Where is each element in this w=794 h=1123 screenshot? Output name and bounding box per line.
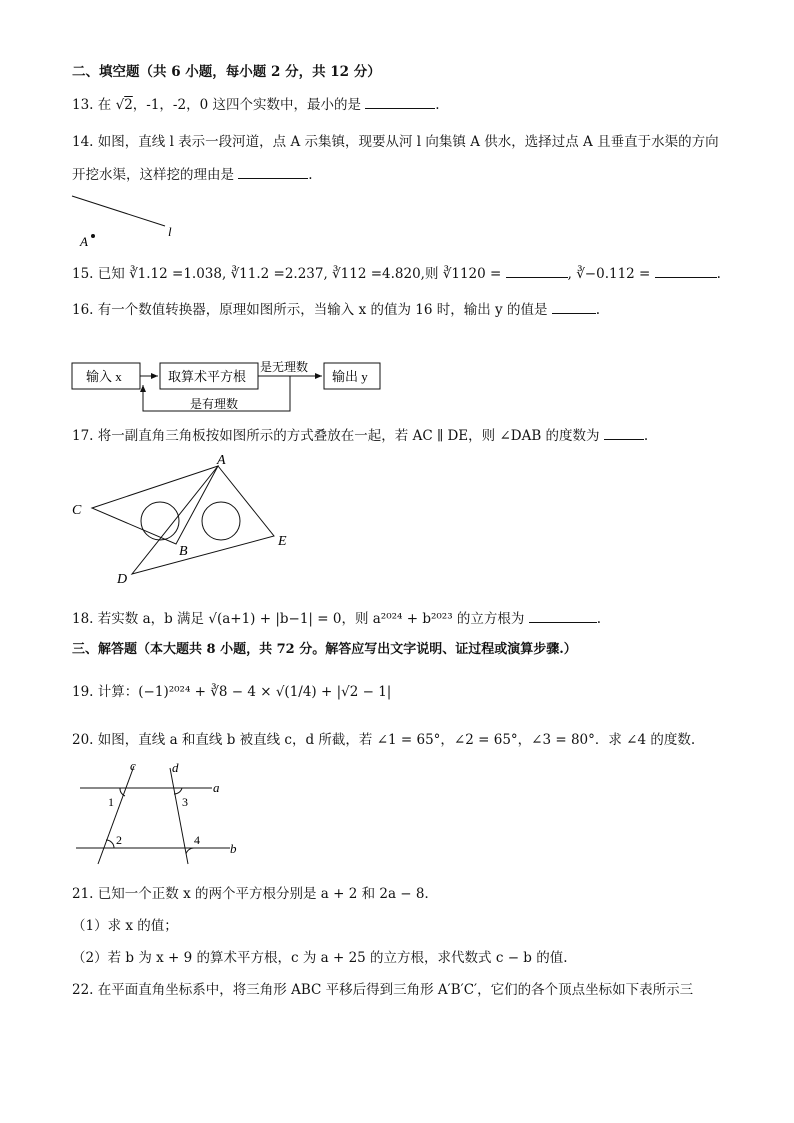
question-13 <box>72 94 440 115</box>
question-14-line1 <box>72 132 719 152</box>
q17-text: 将一副直角三角板按如图所示的方式叠放在一起，若 AC ∥ DE，则 ∠DAB 的度数为 <box>97 428 600 444</box>
question-15 <box>72 263 721 284</box>
label-A: A <box>217 453 226 468</box>
flow-process-label: 取算术平方根 <box>168 369 247 384</box>
label-d: d <box>172 760 179 775</box>
q17-end: . <box>643 428 649 444</box>
q15-answer-blank-2[interactable] <box>655 263 717 278</box>
q18-number: 18. <box>72 611 94 627</box>
line-c <box>98 766 134 864</box>
q13-end: . <box>435 97 440 113</box>
question-17 <box>72 425 648 446</box>
q20-number: 20. <box>72 732 94 748</box>
q21-part1: （1）求 x 的值； <box>72 918 178 934</box>
q18-answer-blank[interactable] <box>529 608 597 623</box>
triangle-hole-2 <box>202 502 240 540</box>
q15-text: 已知 ∛1.12 =1.038, ∛11.2 =2.237, ∛112 =4.820,则 ∛1120 = <box>97 266 502 282</box>
flow-input-label: 输入 x <box>86 369 122 384</box>
question-21 <box>72 884 438 904</box>
q17-number: 17. <box>72 428 94 444</box>
label-angle-2: 2 <box>116 833 122 847</box>
q19-number: 19. <box>72 684 94 700</box>
flow-irrational-label: 是无理数 <box>260 360 309 374</box>
section2-title: 二、填空题（共 6 小题，每小题 2 分，共 12 分） <box>72 64 381 80</box>
triangle-CAB <box>92 466 218 544</box>
label-C: C <box>72 503 82 518</box>
q16-flowchart <box>70 355 390 415</box>
q20-figure <box>72 758 252 868</box>
q14-figure <box>70 190 190 250</box>
label-angle-3: 3 <box>182 795 188 809</box>
label-D: D <box>117 572 128 587</box>
q21-part2: （2）若 b 为 x + 9 的算术平方根，c 为 a + 25 的立方根，求代数式 c − b 的值. <box>72 950 568 966</box>
q20-text: 如图，直线 a 和直线 b 被直线 c，d 所截，若 ∠1 = 65°，∠2 = 65°，∠3 = 80°．求 ∠4 的度数. <box>97 732 696 748</box>
label-b: b <box>230 841 237 856</box>
q13-number: 13. <box>72 97 94 113</box>
question-14-line2 <box>72 164 313 185</box>
angle-4-arc <box>186 848 194 854</box>
question-22 <box>72 980 693 1000</box>
q15-answer-blank-1[interactable] <box>506 263 568 278</box>
q13-text: ，-1，-2，0 这四个实数中，最小的是 <box>132 97 361 113</box>
question-20 <box>72 730 695 750</box>
label-a: a <box>213 780 220 795</box>
q14-answer-blank[interactable] <box>238 164 308 179</box>
q15-end: . <box>716 266 721 282</box>
q15-number: 15. <box>72 266 94 282</box>
question-16 <box>72 299 600 320</box>
q14-text-line1: 如图，直线 l 表示一段河道，点 A 示集镇，现要从河 l 向集镇 A 供水，选择过点 A 且垂直于水渠的方向 <box>97 134 719 150</box>
label-A: A <box>80 234 88 249</box>
label-B: B <box>179 544 188 559</box>
q18-text: 若实数 a，b 满足 √(a+1) + |b−1| = 0，则 a²⁰²⁴ + b²⁰²³ 的立方根为 <box>97 611 525 627</box>
q16-number: 16. <box>72 302 94 318</box>
label-angle-4: 4 <box>194 833 200 847</box>
flow-output-label: 输出 y <box>332 369 368 384</box>
river-line-l <box>72 196 165 226</box>
q13-answer-blank[interactable] <box>365 94 435 109</box>
q21-text: 已知一个正数 x 的两个平方根分别是 a + 2 和 2a − 8． <box>97 886 439 902</box>
label-angle-1: 1 <box>108 795 114 809</box>
point-A <box>91 234 95 238</box>
flow-rational-label: 是有理数 <box>190 397 239 411</box>
angle-2-arc <box>106 840 114 848</box>
triangle-hole-1 <box>141 502 179 540</box>
label-E: E <box>278 534 287 549</box>
q15-mid: , ∛−0.112 = <box>567 266 651 282</box>
q14-number: 14. <box>72 134 94 150</box>
q16-text: 有一个数值转换器，原理如图所示，当输入 x 的值为 16 时，输出 y 的值是 <box>97 302 548 318</box>
section3-title: 三、解答题（本大题共 8 小题，共 72 分。解答应写出文字说明、证过程或演算步骤.） <box>72 642 577 657</box>
q22-text: 在平面直角坐标系中，将三角形 ABC 平移后得到三角形 A′B′C′，它们的各个顶点坐标如下表所示三 <box>97 982 694 998</box>
q22-number: 22. <box>72 982 94 998</box>
q14-end: . <box>308 167 313 183</box>
q17-answer-blank[interactable] <box>604 425 644 440</box>
q18-end: . <box>596 611 602 627</box>
q19-expression: 计算：(−1)²⁰²⁴ + ∛8 − 4 × √(1/4) + |√2 − 1| <box>97 684 392 700</box>
question-18 <box>72 608 601 629</box>
q16-answer-blank[interactable] <box>552 299 596 314</box>
q21-number: 21. <box>72 886 94 902</box>
label-c: c <box>130 758 136 773</box>
q17-figure <box>68 452 308 587</box>
q16-end: . <box>595 302 601 318</box>
q13-sqrt: √2 <box>115 97 133 113</box>
line-d <box>170 768 188 864</box>
q14-text-line2: 开挖水渠，这样挖的理由是 <box>72 167 234 183</box>
question-19 <box>72 682 391 702</box>
q13-pre: 在 <box>97 97 112 113</box>
triangle-ADE <box>132 466 274 574</box>
label-l: l <box>168 224 172 239</box>
